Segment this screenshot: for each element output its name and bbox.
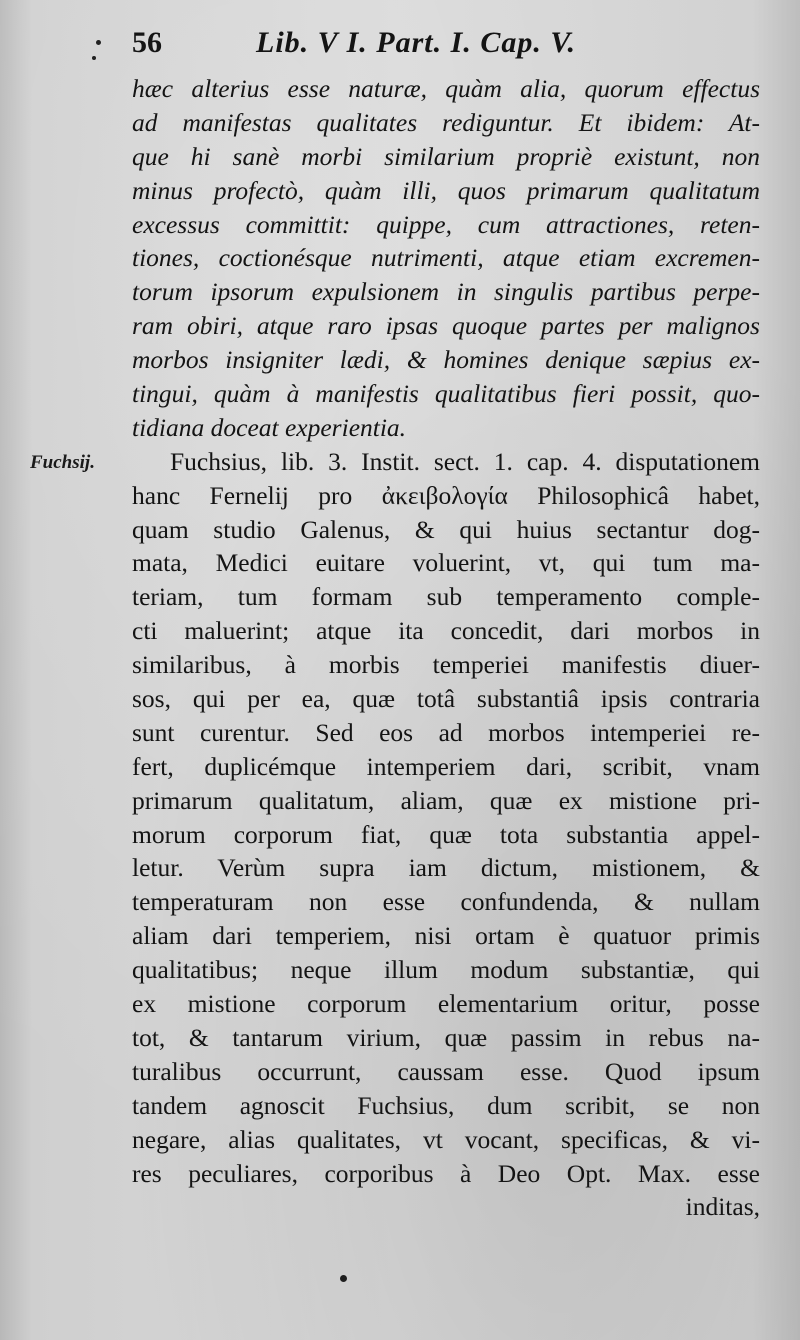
text-line: sunt curentur. Sed eos ad morbos intemperiei re- <box>132 717 760 747</box>
text-line: fert, duplicémque intemperiem dari, scribit, vnam <box>132 751 760 781</box>
text-line: primarum qualitatum, aliam, quæ ex mistione pri- <box>132 785 760 815</box>
text-line: qualitatibus; neque illum modum substantiæ, qui <box>132 955 760 985</box>
ink-speck <box>340 1275 347 1282</box>
text-line: tot, & tantarum virium, quæ passim in rebus na- <box>132 1022 760 1052</box>
text-line: cti maluerint; atque ita concedit, dari morbos in <box>132 616 760 646</box>
text-line: ram obiri, atque raro ipsas quoque partes per malignos <box>132 311 760 341</box>
text-line: sos, qui per ea, quæ totâ substantiâ ipsis contraria <box>132 684 760 714</box>
text-line: hæc alterius esse naturæ, quàm alia, quorum effectus <box>132 74 760 103</box>
text-line: temperaturam non esse confundenda, & nullam <box>132 887 760 917</box>
text-line: excessus committit: quippe, cum attractiones, reten- <box>132 209 760 239</box>
text-line: tingui, quàm à manifestis qualitatibus fieri possit, quo- <box>132 379 760 409</box>
text-line: ex mistione corporum elementarium oritur, posse <box>132 989 760 1019</box>
body-text <box>132 72 760 1224</box>
text-line: turalibus occurrunt, caussam esse. Quod ipsum <box>132 1056 760 1086</box>
text-line: letur. Verùm supra iam dictum, mistionem, & <box>132 853 760 883</box>
text-line: negare, alias qualitates, vt vocant, specificas, & vi- <box>132 1124 760 1154</box>
text-line: tiones, coctionésque nutrimenti, atque etiam excremen- <box>132 243 760 273</box>
page-header <box>132 26 772 66</box>
text-line: aliam dari temperiem, nisi ortam è quatuor primis <box>132 921 760 951</box>
text-line: ad manifestas qualitates rediguntur. Et ibidem: At- <box>132 107 760 137</box>
page-number: 56 <box>132 26 162 59</box>
ink-speck <box>92 56 96 60</box>
catchword: inditas, <box>685 1192 760 1222</box>
text-line: morum corporum fiat, quæ tota substantia appel- <box>132 819 760 849</box>
text-line: quam studio Galenus, & qui huius sectantur dog- <box>132 514 760 544</box>
running-head: Lib. V I. Part. I. Cap. V. <box>256 26 576 59</box>
text-line: mata, Medici euitare voluerint, vt, qui tum ma- <box>132 548 760 578</box>
text-line: Fuchsius, lib. 3. Instit. sect. 1. cap. 4. disputationem <box>170 446 760 476</box>
text-line: morbos insigniter lædi, & homines denique sæpius ex- <box>132 345 760 375</box>
text-line: hanc Fernelij pro ἀκειβολογία Philosophicâ habet, <box>132 480 760 510</box>
text-line: tandem agnoscit Fuchsius, dum scribit, se non <box>132 1090 760 1120</box>
margin-note: Fuchsij. <box>30 452 95 473</box>
ink-speck <box>96 40 101 45</box>
text-line: que hi sanè morbi similarium propriè existunt, non <box>132 141 760 171</box>
text-line: res peculiares, corporibus à Deo Opt. Max. esse <box>132 1158 760 1188</box>
text-line: similaribus, à morbis temperiei manifestis diuer- <box>132 650 760 680</box>
text-line: tidiana doceat experientia. <box>132 412 407 442</box>
text-line: teriam, tum formam sub temperamento comple- <box>132 582 760 612</box>
text-line: minus profectò, quàm illi, quos primarum qualitatum <box>132 175 760 205</box>
text-line: torum ipsorum expulsionem in singulis partibus perpe- <box>132 277 760 307</box>
